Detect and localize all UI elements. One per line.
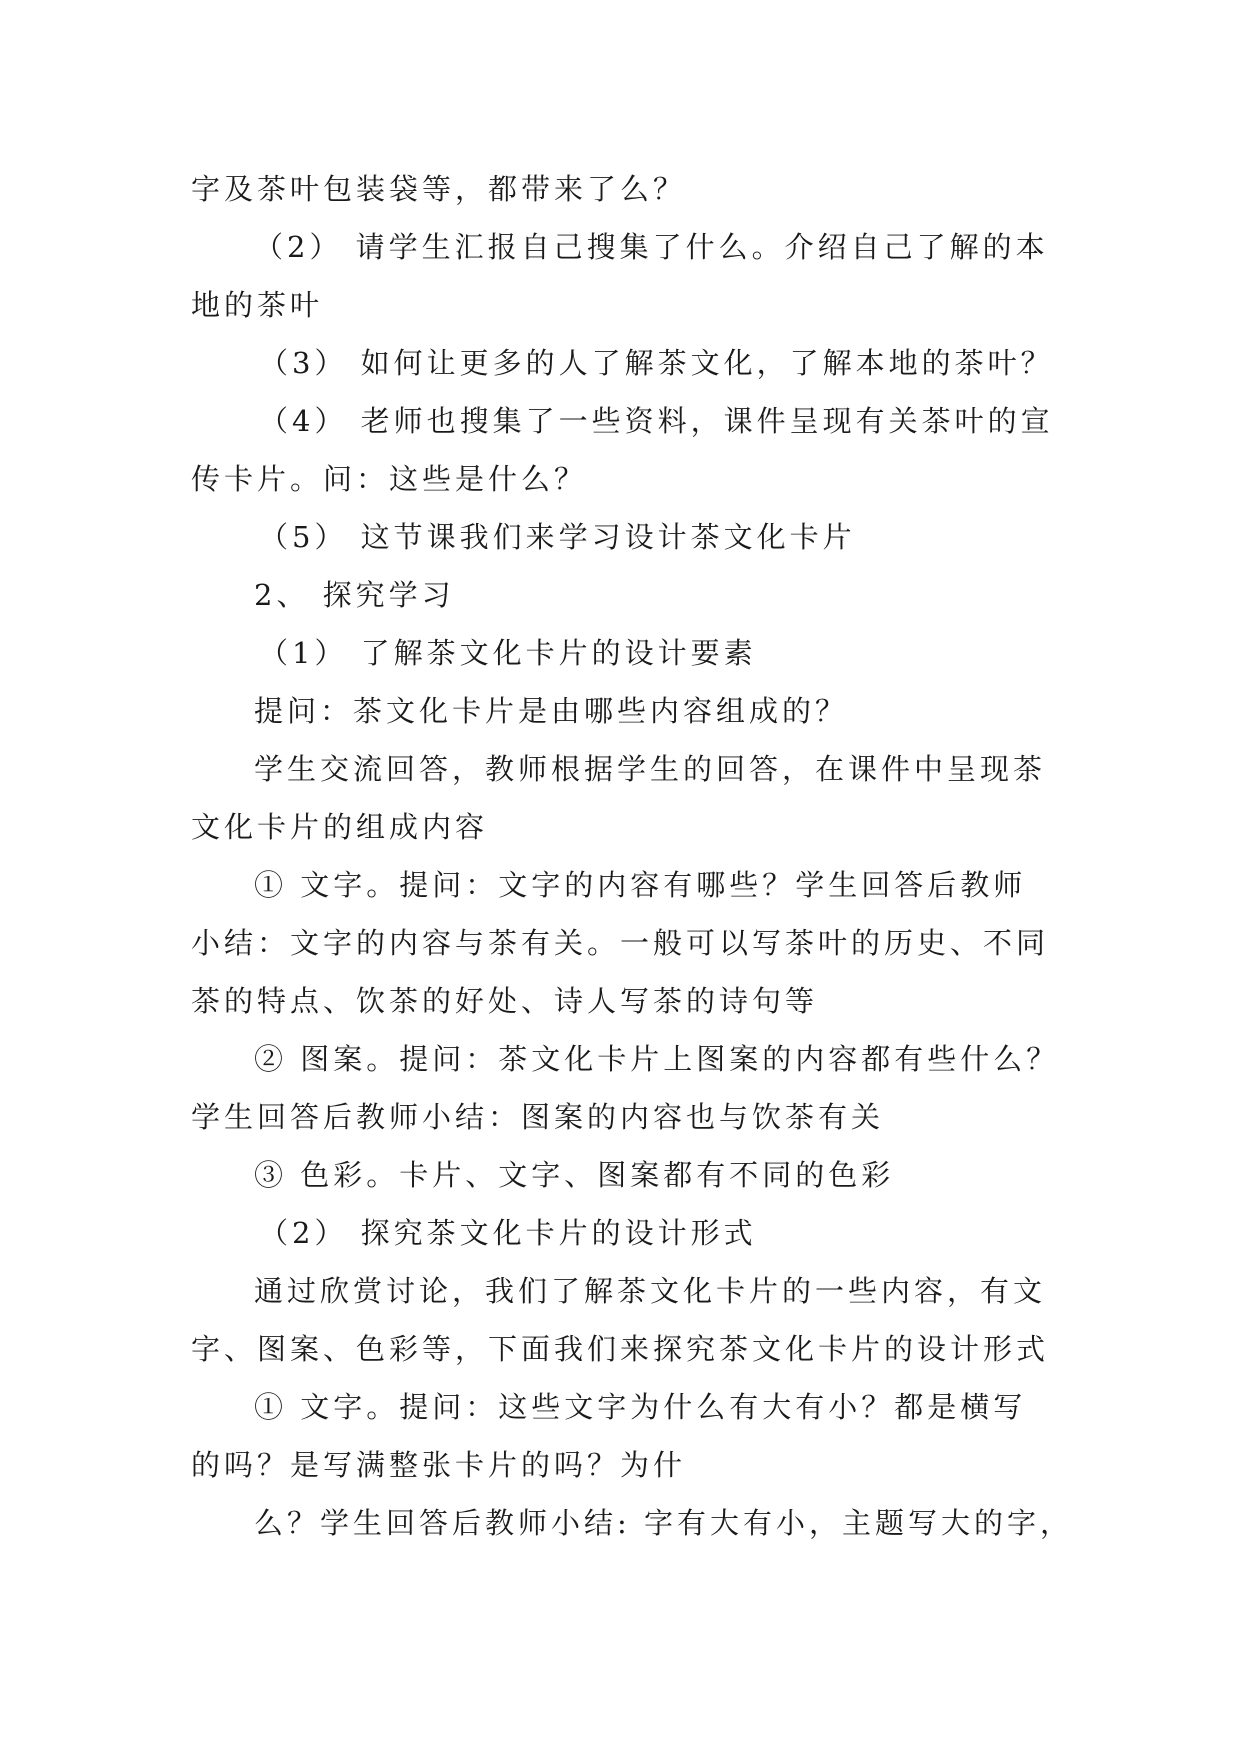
text-line: 提问：茶文化卡片是由哪些内容组成的？ xyxy=(254,694,849,728)
text-line: （2） 请学生汇报自己搜集了什么。介绍自己了解的本 xyxy=(254,230,1049,264)
text-line: （4） 老师也搜集了一些资料，课件呈现有关茶叶的宣 xyxy=(259,404,1054,438)
text-line: 字、图案、色彩等，下面我们来探究茶文化卡片的设计形式 xyxy=(191,1332,1050,1366)
section-heading: 2、 探究学习 xyxy=(254,578,455,612)
text-line: 文化卡片的组成内容 xyxy=(191,810,489,844)
text-line: （3） 如何让更多的人了解茶文化，了解本地的茶叶？ xyxy=(259,346,1054,380)
text-line: （1） 了解茶文化卡片的设计要素 xyxy=(259,636,757,670)
text-line: ② 图案。提问：茶文化卡片上图案的内容都有些什么？ xyxy=(254,1042,1060,1076)
document-body xyxy=(191,160,1071,1552)
text-line: 通过欣赏讨论，我们了解茶文化卡片的一些内容，有文 xyxy=(254,1274,1047,1308)
text-line: ① 文字。提问：文字的内容有哪些？学生回答后教师 xyxy=(254,868,1027,902)
text-line: ③ 色彩。卡片、文字、图案都有不同的色彩 xyxy=(254,1158,895,1192)
text-line: （2） 探究茶文化卡片的设计形式 xyxy=(259,1216,757,1250)
text-line: 么？学生回答后教师小结: 字有大有小，主题写大的字， xyxy=(254,1506,1073,1540)
text-line: （5） 这节课我们来学习设计茶文化卡片 xyxy=(259,520,856,554)
text-line: ① 文字。提问：这些文字为什么有大有小？都是横写 xyxy=(254,1390,1027,1424)
text-line: 字及茶叶包装袋等，都带来了么？ xyxy=(191,172,687,206)
text-line: 传卡片。问：这些是什么？ xyxy=(191,462,588,496)
text-line: 茶的特点、饮茶的好处、诗人写茶的诗句等 xyxy=(191,984,819,1018)
text-line: 地的茶叶 xyxy=(191,288,324,322)
text-line: 小结：文字的内容与茶有关。一般可以写茶叶的历史、不同 xyxy=(191,926,1050,960)
text-line: 学生交流回答，教师根据学生的回答，在课件中呈现茶 xyxy=(254,752,1047,786)
text-line: 的吗？是写满整张卡片的吗？为什 xyxy=(191,1448,687,1482)
text-line: 学生回答后教师小结：图案的内容也与饮茶有关 xyxy=(191,1100,885,1134)
